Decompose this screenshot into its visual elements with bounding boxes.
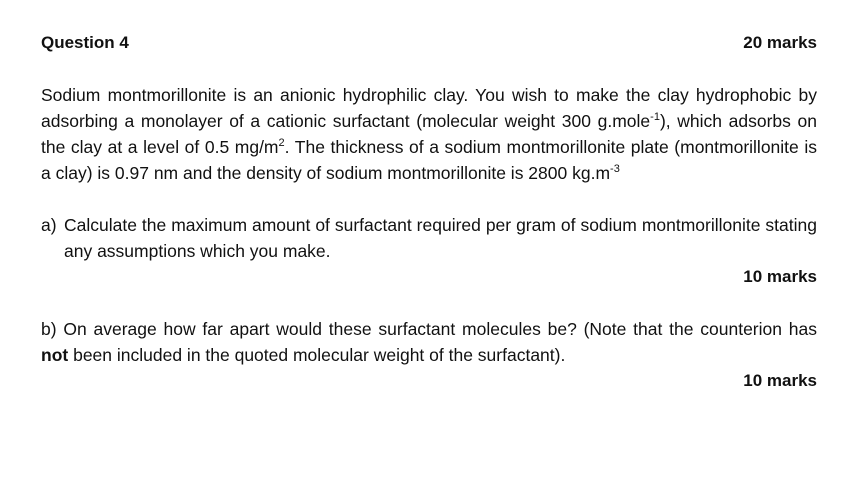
question-title: Question 4 — [41, 33, 129, 52]
part-b-marks: 10 marks — [743, 371, 817, 390]
part-a — [41, 212, 817, 290]
intro-superscript-2: 2 — [278, 137, 285, 150]
part-a-label: a) — [41, 215, 57, 235]
part-a-marks: 10 marks — [743, 267, 817, 286]
part-b-text — [41, 316, 817, 368]
intro-text-3: . The thickness of a sodium montmorillonite plate (montmorillonite is a clay) is 0.97 nm and the density of sodium montmorillonite is 2800 kg.m — [41, 137, 817, 183]
intro-superscript-3: -3 — [610, 163, 620, 176]
part-b — [41, 316, 817, 394]
question-document — [41, 30, 817, 394]
part-a-body — [41, 212, 817, 264]
part-b-text-1: b) On average how far apart would these surfactant molecules be? (Note that the counterion has — [41, 319, 817, 339]
question-total-marks: 20 marks — [743, 33, 817, 52]
intro-superscript-1: -1 — [650, 111, 660, 124]
question-intro-paragraph — [41, 82, 817, 186]
part-a-text: Calculate the maximum amount of surfactant required per gram of sodium montmorillonite stating any assumptions which you make. — [64, 215, 817, 261]
part-b-emphasis: not — [41, 345, 69, 365]
intro-text-2: ), which adsorbs on the clay at a level of 0.5 mg/m — [41, 111, 817, 157]
part-b-text-2: been included in the quoted molecular weight of the surfactant). — [68, 345, 566, 365]
intro-text-1: Sodium montmorillonite is an anionic hydrophilic clay. You wish to make the clay hydrophobic by adsorbing a monolayer of a cationic surfactant (molecular weight 300 g.mole — [41, 85, 817, 131]
question-header — [41, 30, 817, 56]
